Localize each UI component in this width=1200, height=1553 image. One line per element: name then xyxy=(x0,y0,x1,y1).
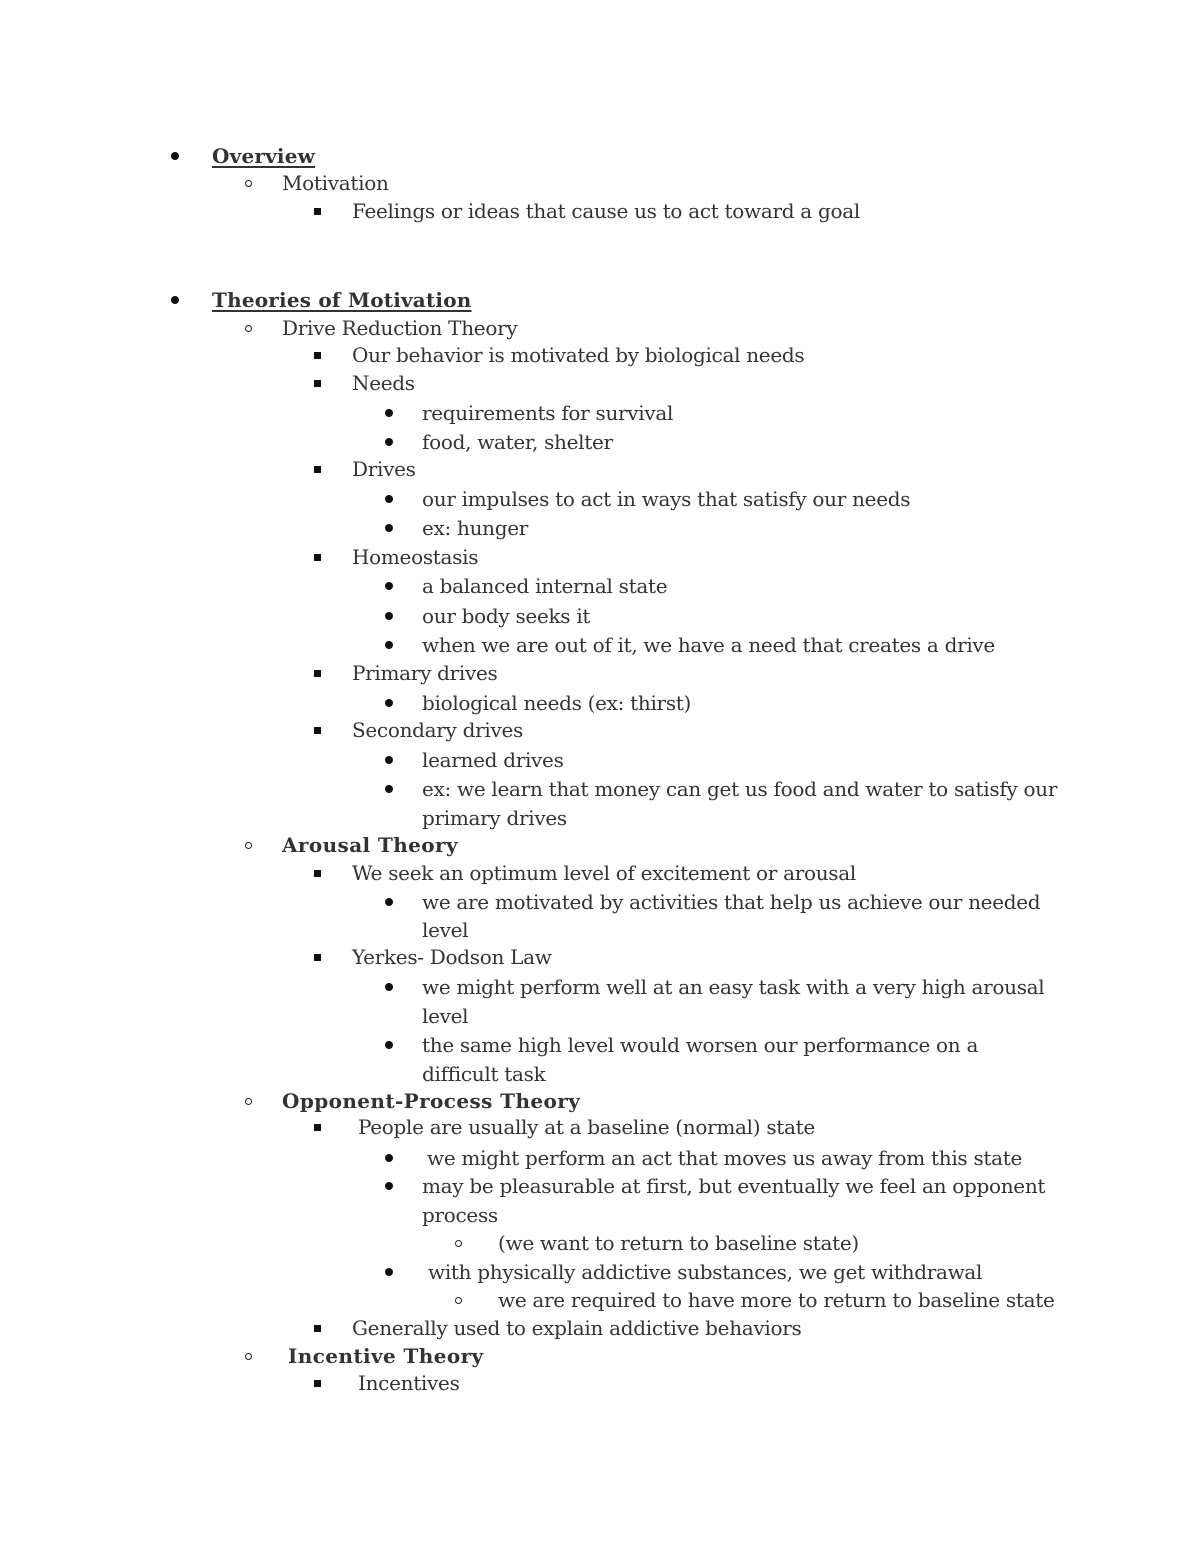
outline-item-text: learned drives xyxy=(422,748,564,772)
square-icon xyxy=(310,860,324,886)
square-icon xyxy=(310,1315,324,1341)
outline-item-text: ex: we learn that money can get us food and water to satisfy our xyxy=(422,777,1058,801)
bullet-dot-icon xyxy=(382,1259,396,1285)
section-heading: Arousal Theory xyxy=(282,833,458,857)
bullet-dot-icon xyxy=(382,603,396,629)
circle-outline-icon xyxy=(241,1343,255,1369)
outline-item-text: Secondary drives xyxy=(352,718,523,742)
bullet-dot-icon xyxy=(382,573,396,599)
outline-item-text: we might perform well at an easy task with a very high arousal xyxy=(422,975,1045,999)
square-icon xyxy=(310,1370,324,1396)
square-icon xyxy=(310,370,324,396)
bullet-dot-icon xyxy=(168,143,182,169)
outline-item-text: Motivation xyxy=(282,171,389,195)
circle-outline-icon xyxy=(451,1230,465,1256)
bullet-dot-icon xyxy=(382,632,396,658)
bullet-dot-icon xyxy=(382,1145,396,1171)
outline-item-text: our body seeks it xyxy=(422,604,591,628)
outline-item-text: Drive Reduction Theory xyxy=(282,316,518,340)
square-icon xyxy=(310,660,324,686)
square-icon xyxy=(310,944,324,970)
outline-item-text: we are motivated by activities that help us achieve our needed xyxy=(422,890,1041,914)
circle-outline-icon xyxy=(241,1088,255,1114)
circle-outline-icon xyxy=(241,315,255,341)
outline-item-text: requirements for survival xyxy=(422,401,674,425)
bullet-dot-icon xyxy=(382,747,396,773)
outline-item-text: we might perform an act that moves us away from this state xyxy=(427,1146,1023,1170)
outline-item-text: People are usually at a baseline (normal) state xyxy=(358,1115,815,1139)
outline-item-text: We seek an optimum level of excitement or arousal xyxy=(352,861,856,885)
outline-item-text: the same high level would worsen our performance on a xyxy=(422,1033,979,1057)
section-heading: Opponent-Process Theory xyxy=(282,1089,581,1113)
outline-item-text: biological needs (ex: thirst) xyxy=(422,691,692,715)
outline-item-text: process xyxy=(422,1203,498,1227)
bullet-dot-icon xyxy=(382,889,396,915)
outline-item-text: when we are out of it, we have a need that creates a drive xyxy=(422,633,995,657)
bullet-dot-icon xyxy=(382,690,396,716)
section-heading: Incentive Theory xyxy=(288,1344,484,1368)
square-icon xyxy=(310,198,324,224)
square-icon xyxy=(310,717,324,743)
square-icon xyxy=(310,342,324,368)
outline-item-text: Needs xyxy=(352,371,415,395)
outline-item-text: food, water, shelter xyxy=(422,430,613,454)
circle-outline-icon xyxy=(241,832,255,858)
outline-item-text: a balanced internal state xyxy=(422,574,668,598)
bullet-dot-icon xyxy=(382,515,396,541)
outline-item-text: level xyxy=(422,918,469,942)
bullet-dot-icon xyxy=(382,776,396,802)
bullet-dot-icon xyxy=(382,400,396,426)
outline-item-text: primary drives xyxy=(422,806,567,830)
square-icon xyxy=(310,456,324,482)
outline-item-text: with physically addictive substances, we get withdrawal xyxy=(428,1260,983,1284)
square-icon xyxy=(310,1114,324,1140)
bullet-dot-icon xyxy=(382,1173,396,1199)
outline-item-text: level xyxy=(422,1004,469,1028)
square-icon xyxy=(310,544,324,570)
bullet-dot-icon xyxy=(382,429,396,455)
outline-item-text: we are required to have more to return to baseline state xyxy=(498,1288,1055,1312)
outline-item-text: our impulses to act in ways that satisfy our needs xyxy=(422,487,911,511)
outline-item-text: Our behavior is motivated by biological needs xyxy=(352,343,805,367)
circle-outline-icon xyxy=(451,1287,465,1313)
outline-item-text: Yerkes- Dodson Law xyxy=(352,945,552,969)
outline-item-text: Drives xyxy=(352,457,416,481)
outline-item-text: Incentives xyxy=(358,1371,460,1395)
section-heading: Theories of Motivation xyxy=(212,288,472,312)
bullet-dot-icon xyxy=(168,287,182,313)
outline-item-text: (we want to return to baseline state) xyxy=(498,1231,859,1255)
bullet-dot-icon xyxy=(382,1032,396,1058)
circle-outline-icon xyxy=(241,170,255,196)
outline-item-text: Homeostasis xyxy=(352,545,479,569)
section-heading: Overview xyxy=(212,144,316,168)
bullet-dot-icon xyxy=(382,486,396,512)
outline-item-text: Generally used to explain addictive behaviors xyxy=(352,1316,802,1340)
outline-item-text: may be pleasurable at first, but eventually we feel an opponent xyxy=(422,1174,1046,1198)
outline-item-text: Primary drives xyxy=(352,661,498,685)
outline-item-text: difficult task xyxy=(422,1062,546,1086)
bullet-dot-icon xyxy=(382,974,396,1000)
outline-item-text: Feelings or ideas that cause us to act toward a goal xyxy=(352,199,860,223)
outline-item-text: ex: hunger xyxy=(422,516,529,540)
